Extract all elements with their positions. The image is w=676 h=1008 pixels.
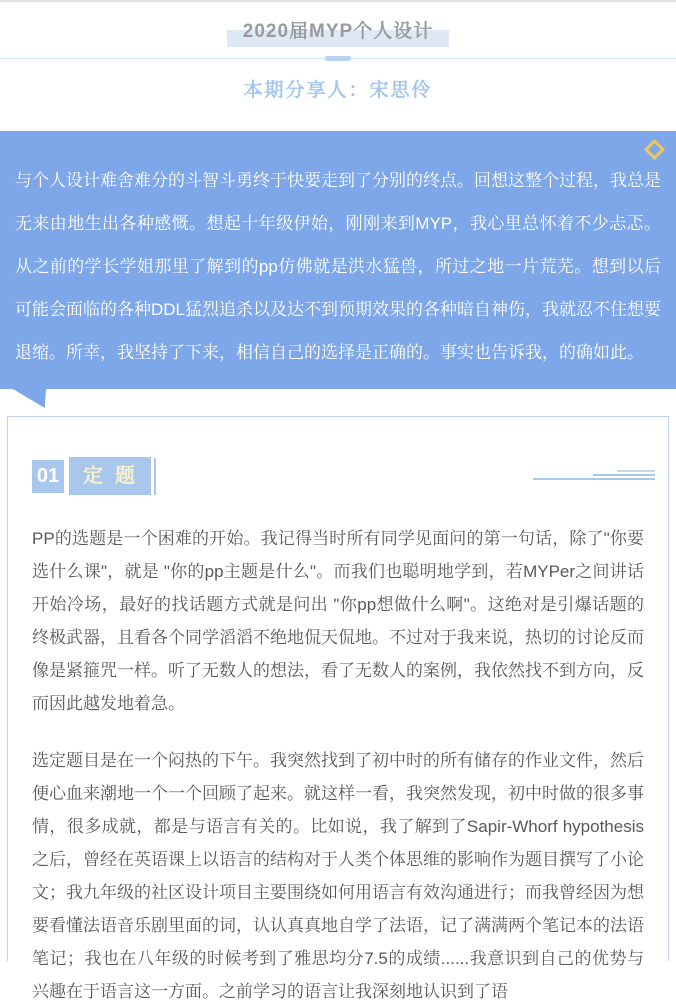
deco-line — [617, 470, 655, 472]
deco-line — [533, 478, 655, 480]
page-header — [0, 2, 676, 102]
section-title-divider — [154, 458, 156, 495]
presenter-name: 本期分享人：宋思伶 — [243, 80, 433, 101]
speech-bubble-tail — [13, 389, 46, 408]
section-header — [32, 457, 644, 495]
diamond-icon — [644, 139, 665, 160]
body-paragraph: 选定题目是在一个闷热的下午。我突然找到了初中时的所有储存的作业文件，然后便心血来潮地一个一个回顾了起来。就这样一看，我突然发现，初中时做的很多事情，很多成就，都是与语言有关的。比如说，我了解到了Sapir-Whorf hypothesis之后，曾经在英语课上以语言的结构对于人类个体思维的影响作为题目撰写了小论文；我九年级的社区设计项目主要围绕如何用语言有效沟通进行；而我曾经因为想要看懂法语音乐剧里面的词，认认真真地自学了法语，记了满满两个笔记本的法语笔记；我也在八年级的时候考到了雅思均分7.5的成绩......我意识到自己的优势与兴趣在于语言这一方面。之前学习的语言让我深刻地认识到了语 — [32, 751, 644, 1001]
content-card — [7, 416, 669, 1001]
decorative-lines — [533, 470, 655, 480]
page-title: 2020届MYP个人设计 — [227, 14, 449, 47]
body-paragraph: PP的选题是一个困难的开始。我记得当时所有同学见面问的第一句话，除了"你要选什么课"，就是 "你的pp主题是什么"。而我们也聪明地学到，若MYPer之间讲话开始冷场，最好的找话题方式就是问出 "你pp想做什么啊"。这绝对是引爆话题的终极武器，且看各个同学滔滔不绝地侃天侃地。不过对于我来说，热切的讨论反而像是紧箍咒一样。听了无数人的想法，看了无数人的案例，我依然找不到方向，反而因此越发地着急。 — [32, 529, 644, 713]
intro-speech-bubble — [0, 131, 676, 389]
intro-text: 与个人设计难舍难分的斗智斗勇终于快要走到了分别的终点。回想这整个过程，我总是无来由地生出各种感慨。想起十年级伊始，刚刚来到MYP，我心里总怀着不少忐忑。从之前的学长学姐那里了解到的pp仿佛就是洪水猛兽，所过之地一片荒芜。想到以后可能会面临的各种DDL猛烈追杀以及达不到预期效果的各种暗自神伤，我就忍不住想要退缩。所幸，我坚持了下来，相信自己的选择是正确的。事实也告诉我，的确如此。 — [15, 171, 662, 362]
section-title-badge: 定题 — [69, 457, 151, 495]
section-number-badge: 01 — [32, 460, 64, 493]
deco-line — [593, 474, 655, 476]
header-divider — [0, 56, 676, 62]
divider-accent — [325, 56, 351, 61]
